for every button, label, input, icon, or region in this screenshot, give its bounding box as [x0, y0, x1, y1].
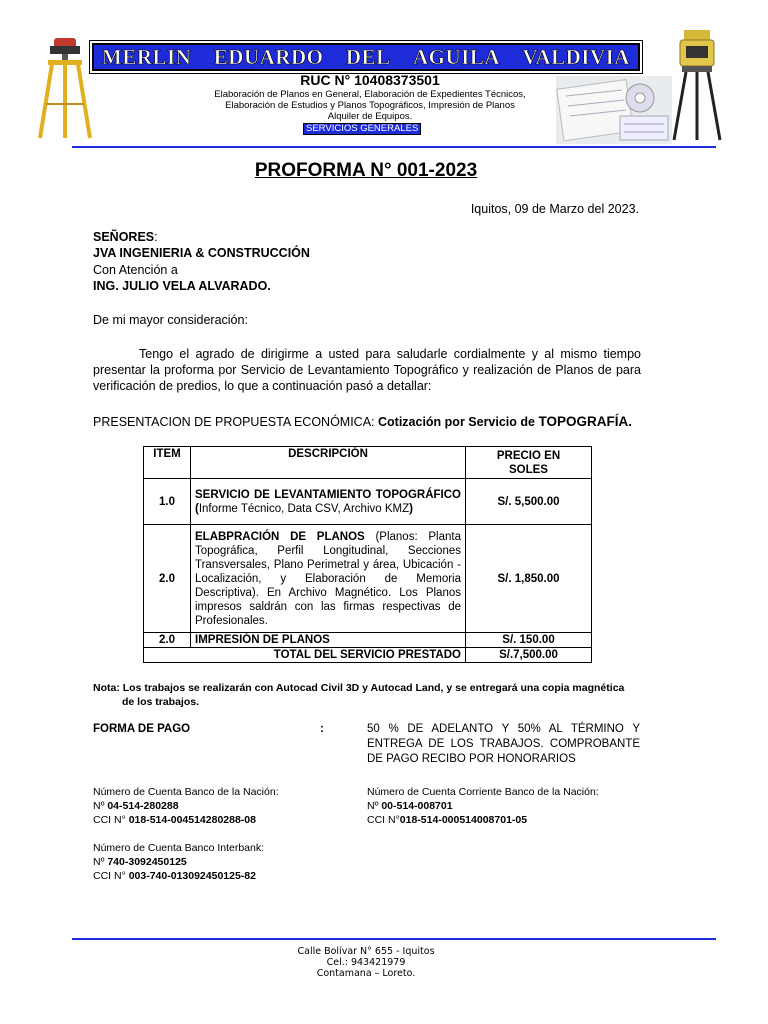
- footer-line: Cel.: 943421979: [326, 957, 406, 968]
- account-nacion: [93, 785, 279, 827]
- header-divider: [72, 146, 716, 148]
- name-word: VALDIVIA: [522, 44, 630, 69]
- recipient-label-line: [93, 230, 158, 245]
- name-word: AGUILA: [413, 44, 501, 69]
- footer-address: [0, 946, 732, 979]
- account-cci-prefix: CCI N°: [93, 870, 129, 882]
- recipient-person: ING. JULIO VELA ALVARADO.: [93, 279, 271, 293]
- note: [93, 681, 653, 709]
- row-price: S/. 150.00: [466, 633, 592, 648]
- table-row: [144, 633, 592, 648]
- row-description-text: Informe Técnico, Data CSV, Archivo KMZ: [198, 502, 410, 515]
- row-description-bold: ELABPRACIÓN DE PLANOS: [195, 530, 365, 543]
- account-num-prefix: Nº: [367, 800, 382, 812]
- row-description: [191, 479, 466, 525]
- quote-table: [143, 446, 592, 663]
- account-number: 00-514-008701: [381, 800, 453, 812]
- recipient-company: JVA INGENIERIA & CONSTRUCCIÓN: [93, 246, 310, 260]
- note-line-2: de los trabajos.: [122, 696, 200, 708]
- header-description: DESCRIPCIÓN: [191, 447, 466, 479]
- row-description: IMPRESIÓN DE PLANOS: [191, 633, 466, 648]
- account-title: Número de Cuenta Banco Interbank:: [93, 842, 265, 854]
- total-station-icon: [670, 28, 724, 142]
- table-row: [144, 525, 592, 633]
- footer-line: Calle Bolívar N° 655 - Iquitos: [297, 946, 435, 957]
- row-description-end: ): [409, 502, 413, 515]
- row-description-bold: SERVICIO DE LEVANTAMIENTO TOPOGRÁFICO (: [195, 488, 461, 515]
- account-cci: 003-740-013092450125-82: [128, 870, 256, 882]
- intro-paragraph-text: Tengo el agrado de dirigirme a usted para saludarle cordialmente y al mismo tiempo presentar la proforma por Servicio de Levantamiento Topográfico y realización de Planos de para verificación de predios, lo que a continuación pasó a detallar:: [93, 347, 641, 393]
- account-num-prefix: Nº: [93, 856, 108, 868]
- account-cci: 018-514-000514008701-05: [399, 814, 528, 826]
- account-cci-prefix: CCI N°: [93, 814, 129, 826]
- services-line-1: Elaboración de Planos en General, Elaboración de Expedientes Técnicos,: [214, 89, 526, 100]
- name-word: DEL: [345, 44, 391, 69]
- account-title: Número de Cuenta Corriente Banco de la Nación:: [367, 786, 599, 798]
- account-num-prefix: Nº: [93, 800, 108, 812]
- payment-colon: :: [320, 723, 324, 735]
- table-row: [144, 479, 592, 525]
- tripod-level-icon: [36, 34, 94, 142]
- note-line-1: Nota: Los trabajos se realizarán con Autocad Civil 3D y Autocad Land, y se entregará una copia magnética: [93, 682, 625, 694]
- account-cci-prefix: CCI N°: [367, 814, 400, 826]
- payment-label: FORMA DE PAGO: [93, 723, 191, 735]
- header-item: ITEM: [144, 447, 191, 479]
- intro-paragraph: [93, 346, 641, 394]
- account-interbank: [93, 841, 264, 883]
- services-line-3: Alquiler de Equipos.: [327, 111, 413, 122]
- payment-terms: 50 % DE ADELANTO Y 50% AL TÉRMINO Y ENTREGA DE LOS TRABAJOS. COMPROBANTE DE PAGO RECIBO POR HONORARIOS: [367, 723, 640, 765]
- total-value: S/.7,500.00: [466, 648, 592, 663]
- name-word: EDUARDO: [213, 44, 324, 69]
- greeting: De mi mayor consideración:: [93, 313, 248, 327]
- account-number: 740-3092450125: [107, 856, 187, 868]
- table-header-row: [144, 447, 592, 479]
- table-total-row: [144, 648, 592, 663]
- footer-line: Contamana – Loreto.: [316, 968, 416, 979]
- footer-divider: [72, 938, 716, 940]
- document-title: PROFORMA N° 001-2023: [254, 160, 478, 181]
- attention-line: Con Atención a: [93, 263, 178, 277]
- document-date: Iquitos, 09 de Marzo del 2023.: [470, 202, 639, 216]
- row-price: S/. 5,500.00: [466, 479, 592, 525]
- row-price: S/. 1,850.00: [466, 525, 592, 633]
- row-description: [191, 525, 466, 633]
- account-cci: 018-514-004514280288-08: [128, 814, 256, 826]
- blueprints-icon: [556, 76, 672, 144]
- account-corriente: [367, 785, 599, 827]
- proposal-prefix: PRESENTACION DE PROPUESTA ECONÓMICA:: [93, 415, 378, 429]
- row-item: 2.0: [144, 633, 191, 648]
- row-item: 2.0: [144, 525, 191, 633]
- services-badge: SERVICIOS GENERALES: [303, 123, 421, 135]
- name-word: MERLIN: [102, 44, 192, 69]
- row-item: 1.0: [144, 479, 191, 525]
- total-label: TOTAL DEL SERVICIO PRESTADO: [144, 648, 466, 663]
- header-price: PRECIO EN SOLES: [466, 447, 592, 479]
- recipient-colon: :: [154, 230, 158, 244]
- row-description-text: (Planos: Planta Topográfica, Perfil Longitudinal, Secciones Transversales, Plano Perimetral y área, Ubicación - Localización, y Elaboración de Memoria Descriptiva). En Archivo Magnético. Los Planos impresos saldrán con las firmas respectivas de Profesionales.: [195, 530, 461, 627]
- owner-name-banner: [92, 43, 640, 71]
- proposal-bold: Cotización por Servicio de: [378, 415, 539, 429]
- ruc-number: RUC N° 10408373501: [300, 72, 440, 88]
- services-line-2: Elaboración de Estudios y Planos Topográficos, Impresión de Planos: [225, 100, 515, 111]
- recipient-label: SEÑORES: [93, 230, 155, 244]
- proposal-line: [93, 414, 632, 430]
- proposal-bold-big: TOPOGRAFÍA.: [538, 414, 632, 429]
- account-title: Número de Cuenta Banco de la Nación:: [93, 786, 279, 798]
- account-number: 04-514-280288: [107, 800, 179, 812]
